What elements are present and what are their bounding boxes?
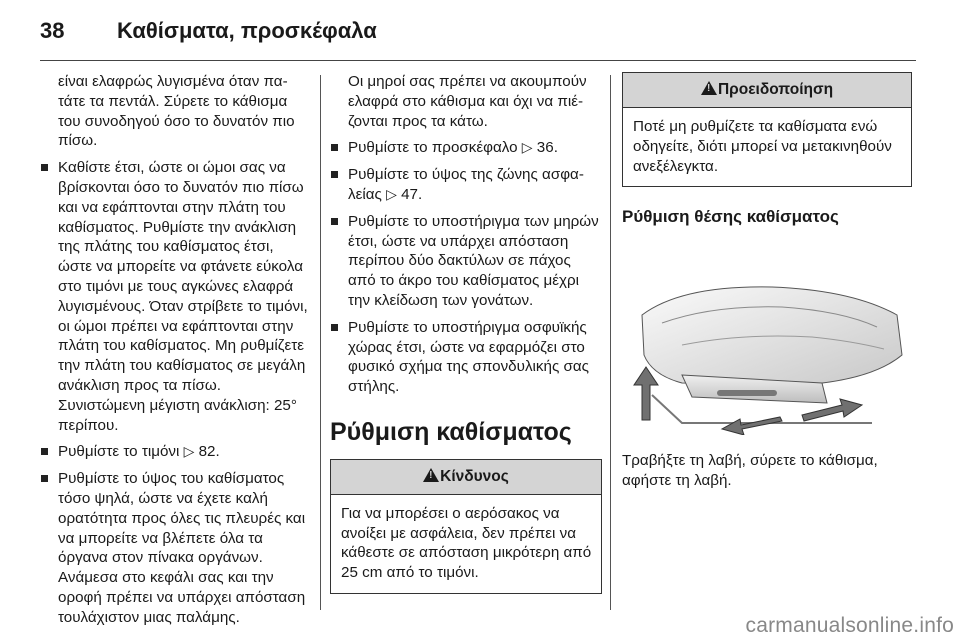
danger-box xyxy=(330,459,602,594)
list-item: Ρυθμίστε το προσκέφαλο ▷ 36. xyxy=(330,138,602,158)
paragraph: είναι ελαφρώς λυγισμένα όταν πατάτε τα πεντάλ. Σύρετε το κάθισμα του συνοδηγού όσο το δυνατόν πιο πίσω. xyxy=(58,73,295,150)
page-reference: 82. xyxy=(198,443,220,461)
list-item: Καθίστε έτσι, ώστε οι ώμοι σας να βρίσκονται όσο το δυνατόν πιο πίσω και να εφάπτονται στην πλάτη του καθίσματος. Ρυθμίστε την ανάκλιση της πλάτης του καθίσματος έτσι, ώστε να μπορείτε να φτάνετε εύκολα στο τιμόνι με τους αγκώνες ελαφρά λυγισμένους. Όταν στρίβετε το τιμόνι, οι ώμοι πρέπει να εφάπτονται στην πλάτη του καθίσματος. Μη ρυθμίζετε την πλάτη του καθίσματος σε μεγάλη ανάκλιση προς τα πίσω. Συνιστώμενη μέγιστη ανάκλιση: 25° περίπου. xyxy=(40,158,308,435)
paragraph: Οι μηροί σας πρέπει να ακουμπούν ελαφρά στο κάθισμα και όχι να πιέζονται προς τα κάτω. xyxy=(348,73,587,130)
danger-box-header xyxy=(331,460,601,495)
warning-box xyxy=(622,72,912,187)
page-ref-arrow-icon: ▷ xyxy=(386,185,397,202)
seat-adjustment-illustration-icon xyxy=(622,245,912,435)
warning-triangle-icon xyxy=(701,81,717,95)
list-item: Ρυθμίστε το υποστήριγμα οσφυϊκής χώρας έτσι, ώστε να εφαρμόζει στο φυσικό σχήμα της σπονδυλικής σας στήλης. xyxy=(330,318,602,397)
column-1 xyxy=(40,72,308,628)
column-divider xyxy=(610,75,611,610)
header-rule xyxy=(40,60,916,61)
page-header xyxy=(0,0,960,62)
danger-title: Κίνδυνος xyxy=(440,467,509,485)
section-heading: Ρύθμιση καθίσματος xyxy=(330,417,572,446)
warning-triangle-icon xyxy=(423,468,439,482)
page-title: Καθίσματα, προσκέφαλα xyxy=(117,18,377,43)
watermark: carmanualsonline.info xyxy=(745,614,954,637)
list-item: Ρυθμίστε το ύψος της ζώνης ασφαλείας ▷ 47. xyxy=(330,165,602,205)
page-number: 38 xyxy=(40,18,65,43)
column-divider xyxy=(320,75,321,610)
list-item: Ρυθμίστε το υποστήριγμα των μηρών έτσι, ώστε να υπάρχει απόσταση περίπου δύο δακτύλων σε πάχος από το άκρο του καθίσματος μέχρι την κλείδωση των γονάτων. xyxy=(330,212,602,311)
subsection-heading: Ρύθμιση θέσης καθίσματος xyxy=(622,207,839,227)
column-2 xyxy=(330,72,602,594)
column-3 xyxy=(622,72,912,227)
danger-body: Για να μπορέσει ο αερόσακος να ανοίξει με ασφάλεια, δεν πρέπει να κάθεστε σε απόσταση μικρότερη από 25 cm από το τιμόνι. xyxy=(341,504,592,582)
page-reference: 47. xyxy=(401,185,423,203)
warning-box-header xyxy=(623,73,911,108)
warning-body: Ποτέ μη ρυθμίζετε τα καθίσματα ενώ οδηγείτε, διότι μπορεί να μετακινηθούν ανεξέλεγκτα. xyxy=(633,118,892,175)
page-ref-arrow-icon: ▷ xyxy=(183,443,195,460)
page-ref-arrow-icon: ▷ xyxy=(521,139,533,156)
list-item: Ρυθμίστε το ύψος του καθίσματος τόσο ψηλά, ώστε να έχετε καλή ορατότητα προς όλες τις πλευρές και να μπορείτε να βλέπετε όλα τα όργανα στον πίνακα οργάνων. Ανάμεσα στο κεφάλι σας και την οροφή πρέπει να υπάρχει απόσταση τουλάχιστον μιας παλάμης. xyxy=(40,469,308,627)
warning-title: Προειδοποίηση xyxy=(717,81,834,98)
page-reference: 36. xyxy=(536,139,558,157)
list-item: Ρυθμίστε το τιμόνι ▷ 82. xyxy=(40,442,308,462)
figure-caption: Τραβήξτε τη λαβή, σύρετε το κάθισμα, αφήστε τη λαβή. xyxy=(622,452,878,489)
